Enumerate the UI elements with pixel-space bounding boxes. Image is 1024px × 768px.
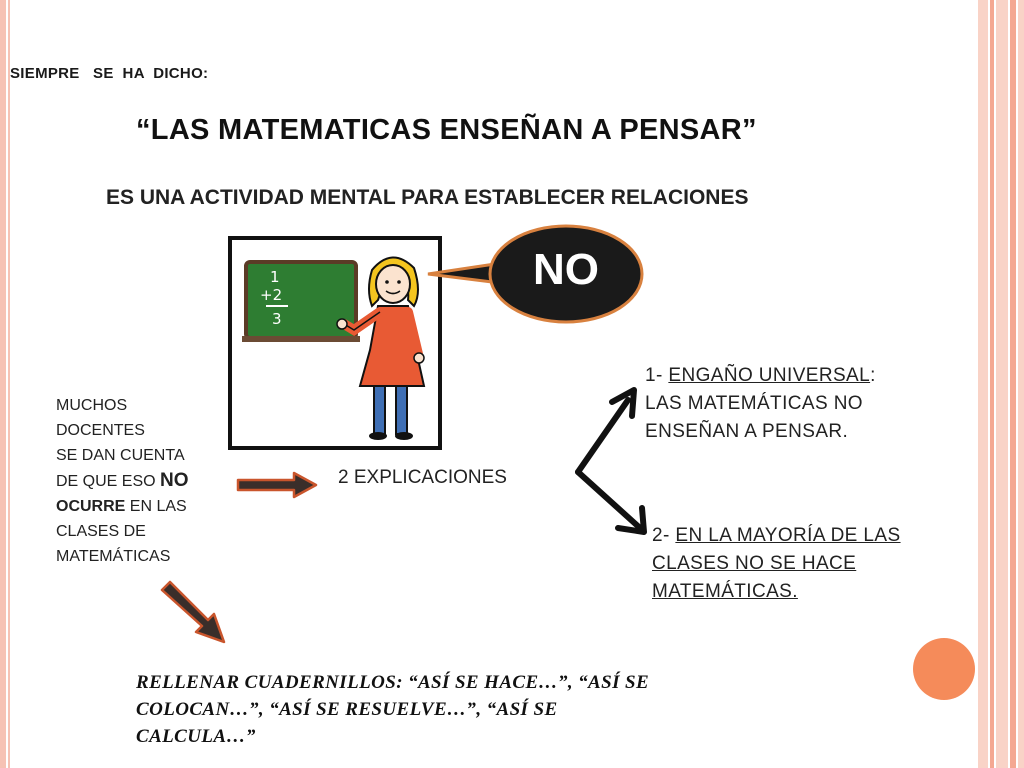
conclusion-line: CALCULA…” (136, 726, 256, 747)
conclusion-line: COLOCAN…”, “ASÍ SE RESUELVE…”, “ASÍ SE (136, 699, 558, 720)
statement-text: DE QUE ESO (56, 473, 161, 490)
diagonal-arrow-icon (158, 578, 232, 648)
blackboard-ledge (242, 336, 360, 342)
right-border-stripe (1010, 0, 1016, 768)
blackboard-number-2: +2 (260, 286, 283, 304)
teachers-statement (56, 393, 226, 569)
explanation-2 (652, 522, 942, 606)
left-border-stripe (0, 0, 6, 768)
blackboard-number-3: 3 (272, 310, 282, 328)
left-border-stripe-thin (8, 0, 10, 768)
explanation-number: 1- (645, 365, 669, 386)
statement-text: EN LAS (125, 498, 187, 515)
conclusion-line: RELLENAR CUADERNILLOS: “ASÍ SE HACE…”, “ASÍ SE (136, 672, 650, 693)
right-arrow-icon (234, 470, 320, 500)
explanation-2-line: CLASES NO SE HACE (652, 553, 857, 574)
explanation-1-underlined: ENGAÑO UNIVERSAL (668, 365, 871, 386)
right-border-stripe (990, 0, 994, 768)
slide-subtitle: ES UNA ACTIVIDAD MENTAL PARA ESTABLECER RELACIONES (106, 186, 749, 209)
decorative-orange-circle (913, 638, 975, 700)
explanation-number: 2- (652, 525, 676, 546)
right-border-stripe (1018, 0, 1024, 768)
conclusion-text (136, 669, 836, 750)
statement-line (56, 494, 226, 519)
statement-line: MUCHOS (56, 397, 128, 414)
statement-line: DOCENTES (56, 422, 145, 439)
teacher-at-blackboard-illustration (232, 240, 438, 446)
statement-emphasis: NO (160, 470, 189, 491)
teacher-pictogram (228, 236, 442, 450)
left-leg (374, 386, 385, 434)
right-leg (396, 386, 407, 434)
explanation-1-line: ENSEÑAN A PENSAR. (645, 421, 849, 442)
explanation-2-line: MATEMÁTICAS. (652, 581, 798, 602)
statement-line: MATEMÁTICAS (56, 548, 171, 565)
explanations-label: 2 EXPLICACIONES (338, 467, 507, 488)
slide-title: “LAS MATEMATICAS ENSEÑAN A PENSAR” (136, 114, 757, 146)
statement-emphasis: OCURRE (56, 498, 126, 515)
explanation-1 (645, 362, 925, 446)
explanation-2-underlined: EN LA MAYORÍA DE LAS (675, 525, 901, 546)
intro-text: SIEMPRE SE HA DICHO: (10, 65, 209, 82)
statement-line: CLASES DE (56, 523, 146, 540)
explanation-1-heading (645, 362, 925, 390)
explanation-1-line: LAS MATEMÁTICAS NO (645, 393, 863, 414)
right-border-stripe (978, 0, 988, 768)
face (376, 265, 410, 303)
explanation-2-heading (652, 522, 942, 550)
blackboard-number-1: 1 (270, 268, 280, 286)
explanation-punctuation: : (870, 365, 876, 386)
statement-line: SE DAN CUENTA (56, 447, 185, 464)
right-border-stripe (996, 0, 1008, 768)
statement-line (56, 468, 226, 494)
speech-bubble-text: NO (533, 245, 599, 294)
